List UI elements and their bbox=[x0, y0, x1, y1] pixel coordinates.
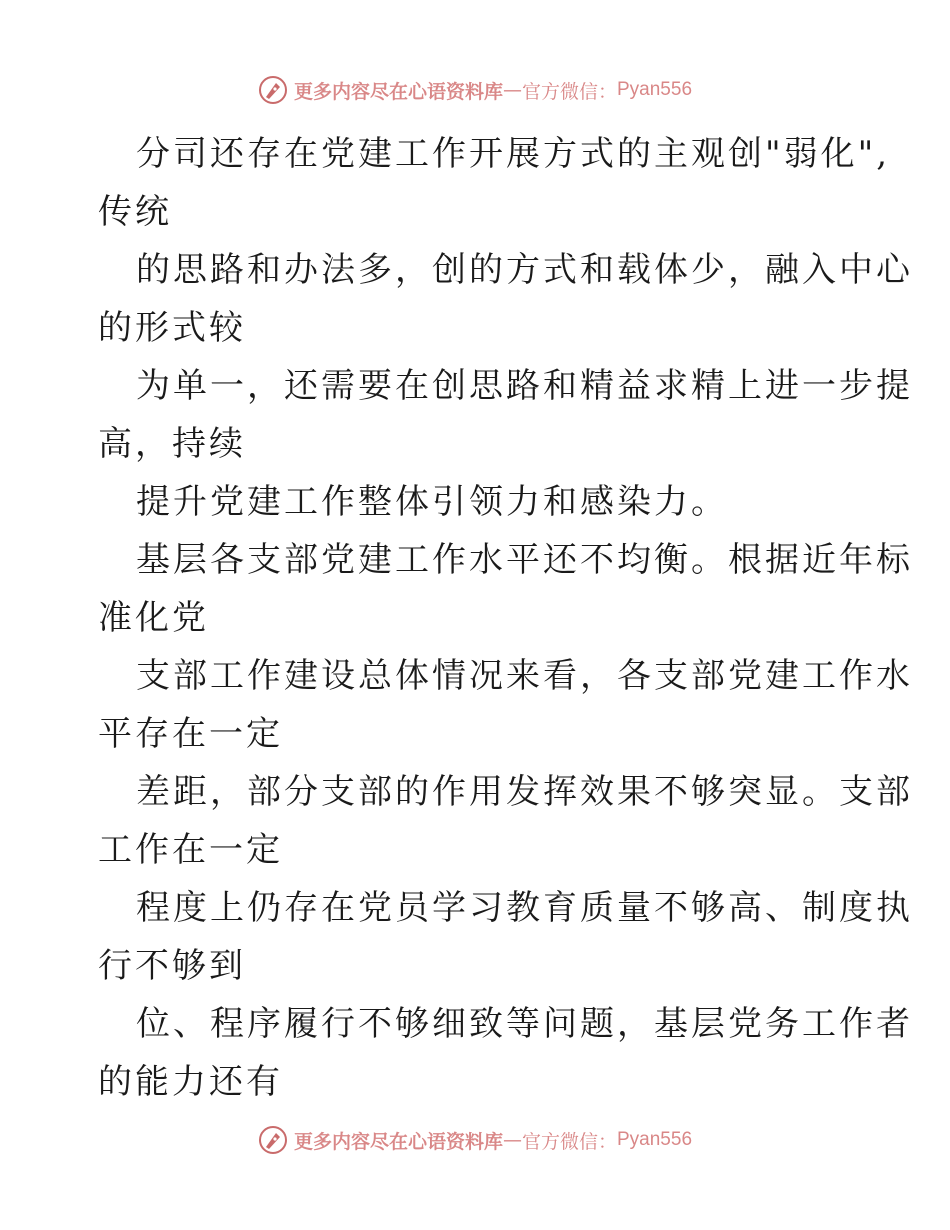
pen-nib-logo-icon bbox=[258, 75, 288, 105]
banner-wechat-id: Pyan556 bbox=[617, 79, 693, 100]
body-line: 平存在一定 bbox=[98, 714, 283, 754]
body-line: 传统 bbox=[98, 192, 172, 232]
banner-label: 官方微信： bbox=[521, 80, 617, 103]
body-line: 高，持续 bbox=[98, 424, 246, 464]
body-line: 位、程序履行不够细致等问题，基层党务工作者 bbox=[136, 1004, 913, 1044]
banner-dash: — bbox=[502, 79, 522, 101]
pen-nib-logo-icon bbox=[258, 1125, 288, 1155]
body-line: 提升党建工作整体引领力和感染力。 bbox=[136, 482, 728, 522]
body-line: 分司还存在党建工作开展方式的主观创"弱化", bbox=[136, 134, 891, 174]
document-body bbox=[98, 125, 913, 1111]
body-line: 差距，部分支部的作用发挥效果不够突显。支部 bbox=[136, 772, 913, 812]
banner-text: 更多内容尽在心语资料库 bbox=[293, 1130, 503, 1153]
body-line: 的形式较 bbox=[98, 308, 246, 348]
body-line: 基层各支部党建工作水平还不均衡。根据近年标 bbox=[136, 540, 913, 580]
banner-wechat-id: Pyan556 bbox=[617, 1129, 693, 1150]
body-line: 的思路和办法多，创的方式和载体少，融入中心 bbox=[136, 250, 913, 290]
body-line: 工作在一定 bbox=[98, 830, 283, 870]
body-line: 行不够到 bbox=[98, 946, 246, 986]
body-line: 为单一，还需要在创思路和精益求精上进一步提 bbox=[136, 366, 913, 406]
banner-text: 更多内容尽在心语资料库 bbox=[293, 80, 503, 103]
body-line: 程度上仍存在党员学习教育质量不够高、制度执 bbox=[136, 888, 913, 928]
banner-dash: — bbox=[502, 1129, 522, 1151]
banner-label: 官方微信： bbox=[521, 1130, 617, 1153]
footer-banner bbox=[0, 1120, 950, 1160]
header-banner bbox=[0, 70, 950, 110]
body-line: 准化党 bbox=[98, 598, 209, 638]
body-line: 支部工作建设总体情况来看，各支部党建工作水 bbox=[136, 656, 913, 696]
body-line: 的能力还有 bbox=[98, 1062, 283, 1102]
